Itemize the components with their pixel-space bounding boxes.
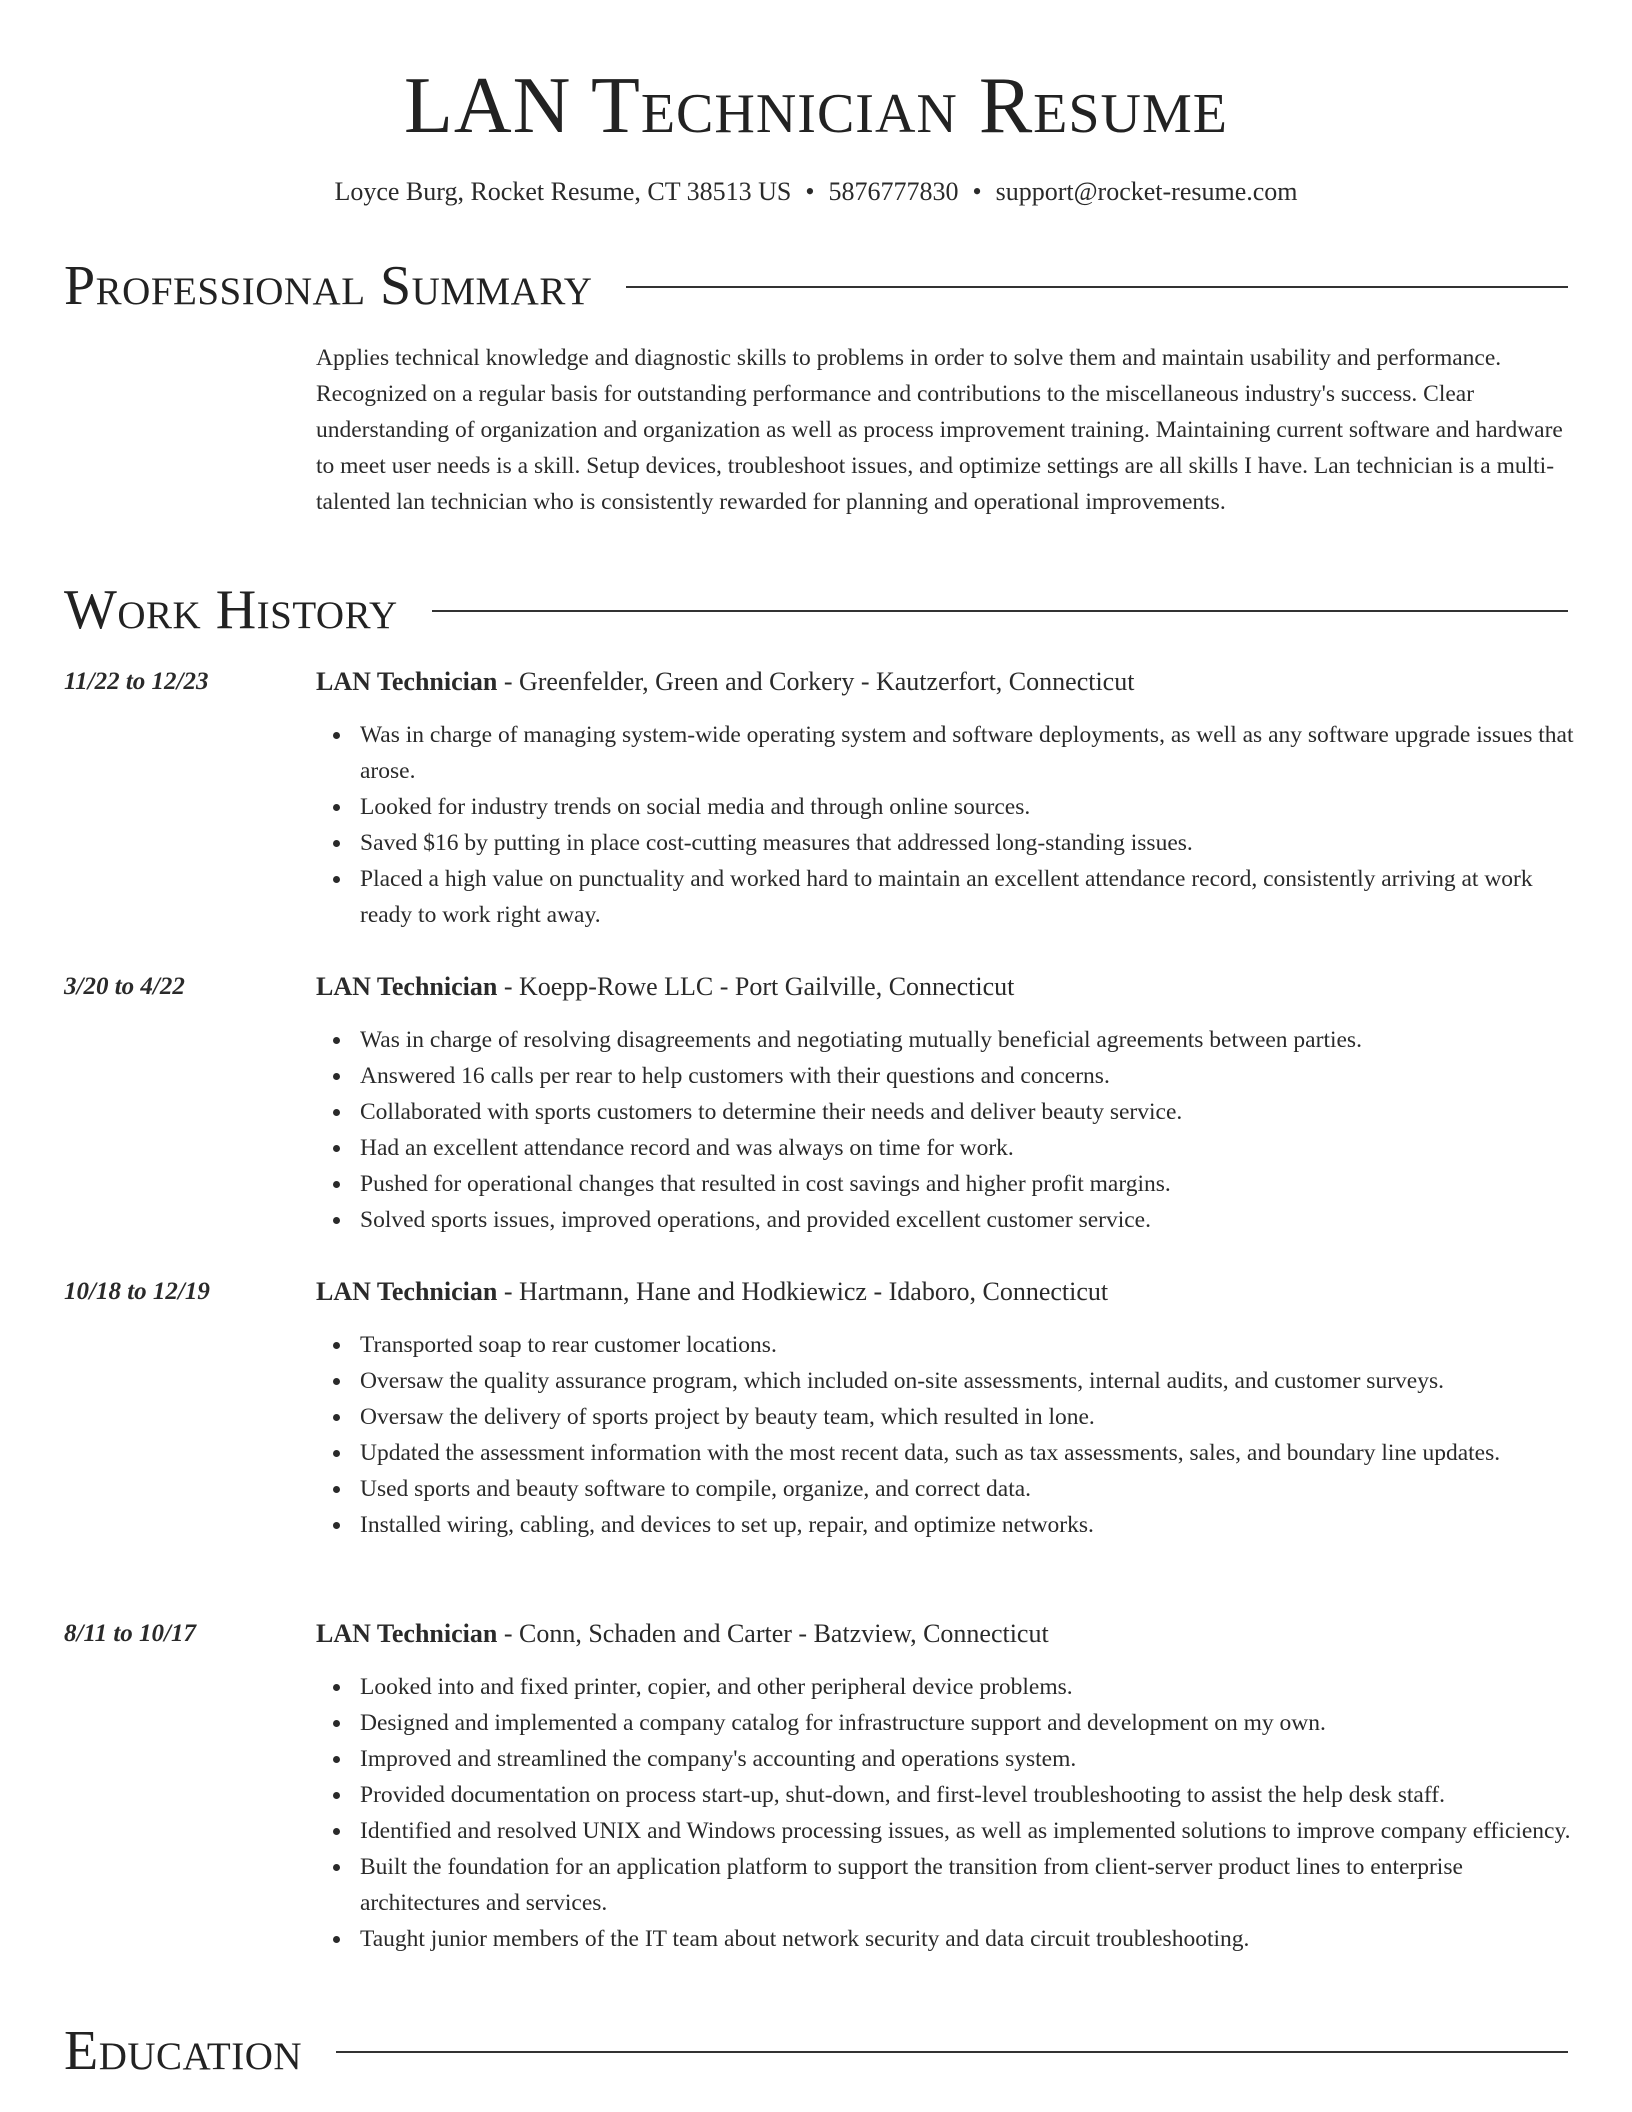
job-role: LAN Technician — [316, 1277, 498, 1306]
job-bullet: Placed a high value on punctuality and worked hard to maintain an excellent attendance record, consistently arriving at work ready to work right away. — [360, 861, 1576, 933]
contact-email: support@rocket-resume.com — [995, 177, 1298, 206]
section-divider — [336, 2051, 1568, 2053]
section-heading-education — [64, 2016, 1568, 2086]
contact-line — [0, 174, 1632, 210]
job-bullet: Had an excellent attendance record and was always on time for work. — [360, 1130, 1576, 1166]
job-bullet: Oversaw the delivery of sports project by beauty team, which resulted in lone. — [360, 1399, 1576, 1435]
job-company-location: - Greenfelder, Green and Corkery - Kautzerfort, Connecticut — [497, 667, 1135, 696]
job-bullet: Pushed for operational changes that resulted in cost savings and higher profit margins. — [360, 1166, 1576, 1202]
job-bullet: Identified and resolved UNIX and Windows processing issues, as well as implemented solutions to improve company efficiency. — [360, 1813, 1576, 1849]
job-header — [64, 1616, 1576, 1652]
summary-text: Applies technical knowledge and diagnostic skills to problems in order to solve them and maintain usability and performance. Recognized on a regular basis for outstanding performance and contributions to the miscellaneous industry's success. Clear understanding of organization and organization as well as process improvement training. Maintaining current software and hardware to meet user needs is a skill. Setup devices, troubleshoot issues, and optimize settings are all skills I have. Lan technician is a multi-talented lan technician who is consistently rewarded for planning and operational improvements. — [316, 345, 1563, 515]
job-bullet: Collaborated with sports customers to determine their needs and deliver beauty service. — [360, 1094, 1576, 1130]
section-title: Education — [64, 2020, 303, 2082]
job-bullet-list — [64, 717, 1576, 933]
contact-separator: • — [972, 177, 982, 206]
job-bullet: Provided documentation on process start-up, shut-down, and first-level troubleshooting to assist the help desk staff. — [360, 1777, 1576, 1813]
job-role: LAN Technician — [316, 667, 498, 696]
section-title: Professional Summary — [64, 255, 593, 317]
job-bullet: Oversaw the quality assurance program, which included on-site assessments, internal audits, and customer surveys. — [360, 1363, 1576, 1399]
job-bullet: Looked into and fixed printer, copier, and other peripheral device problems. — [360, 1669, 1576, 1705]
resume-title: LAN Technician Resume — [404, 62, 1228, 150]
job-title-line — [316, 1616, 1049, 1652]
job-bullet: Solved sports issues, improved operations, and provided excellent customer service. — [360, 1202, 1576, 1238]
job-dates: 11/22 to 12/23 — [64, 668, 209, 695]
section-divider — [432, 610, 1568, 612]
job-header — [64, 664, 1576, 700]
job-title-line — [316, 664, 1134, 700]
section-heading-summary — [64, 251, 1568, 321]
job-bullet: Used sports and beauty software to compile, organize, and correct data. — [360, 1471, 1576, 1507]
job-bullet: Answered 16 calls per rear to help customers with their questions and concerns. — [360, 1058, 1576, 1094]
job-bullet: Built the foundation for an application platform to support the transition from client-server product lines to enterprise architectures and services. — [360, 1849, 1576, 1921]
job-bullet: Looked for industry trends on social media and through online sources. — [360, 789, 1576, 825]
job-dates: 10/18 to 12/19 — [64, 1278, 210, 1305]
section-divider — [626, 286, 1568, 288]
section-heading-work-history — [64, 575, 1568, 645]
job-bullet: Transported soap to rear customer locations. — [360, 1327, 1576, 1363]
job-company-location: - Conn, Schaden and Carter - Batzview, Connecticut — [497, 1619, 1049, 1648]
job-entry — [64, 969, 1576, 1238]
job-role: LAN Technician — [316, 972, 498, 1001]
job-company-location: - Hartmann, Hane and Hodkiewicz - Idaboro, Connecticut — [497, 1277, 1109, 1306]
job-bullet-list — [64, 1327, 1576, 1543]
job-entry — [64, 1616, 1576, 1957]
job-dates: 8/11 to 10/17 — [64, 1620, 196, 1647]
job-bullet: Improved and streamlined the company's accounting and operations system. — [360, 1741, 1576, 1777]
contact-address: Loyce Burg, Rocket Resume, CT 38513 US — [334, 177, 792, 206]
job-bullet: Was in charge of managing system-wide operating system and software deployments, as well as any software upgrade issues that arose. — [360, 717, 1576, 789]
job-entry — [64, 664, 1576, 933]
job-bullet-list — [64, 1022, 1576, 1238]
job-bullet: Updated the assessment information with the most recent data, such as tax assessments, sales, and boundary line updates. — [360, 1435, 1576, 1471]
job-bullet: Saved $16 by putting in place cost-cutting measures that addressed long-standing issues. — [360, 825, 1576, 861]
job-header — [64, 969, 1576, 1005]
contact-separator: • — [805, 177, 815, 206]
job-bullet: Designed and implemented a company catalog for infrastructure support and development on my own. — [360, 1705, 1576, 1741]
job-bullet-list — [64, 1669, 1576, 1957]
job-bullet: Installed wiring, cabling, and devices to set up, repair, and optimize networks. — [360, 1507, 1576, 1543]
job-entry — [64, 1274, 1576, 1543]
job-title-line — [316, 969, 1014, 1005]
contact-phone: 5876777830 — [828, 177, 959, 206]
job-title-line — [316, 1274, 1108, 1310]
job-company-location: - Koepp-Rowe LLC - Port Gailville, Connecticut — [497, 972, 1015, 1001]
job-bullet: Was in charge of resolving disagreements and negotiating mutually beneficial agreements between parties. — [360, 1022, 1576, 1058]
job-bullet: Taught junior members of the IT team about network security and data circuit troubleshooting. — [360, 1921, 1576, 1957]
job-header — [64, 1274, 1576, 1310]
section-title: Work History — [64, 579, 398, 641]
job-role: LAN Technician — [316, 1619, 498, 1648]
job-dates: 3/20 to 4/22 — [64, 973, 185, 1000]
